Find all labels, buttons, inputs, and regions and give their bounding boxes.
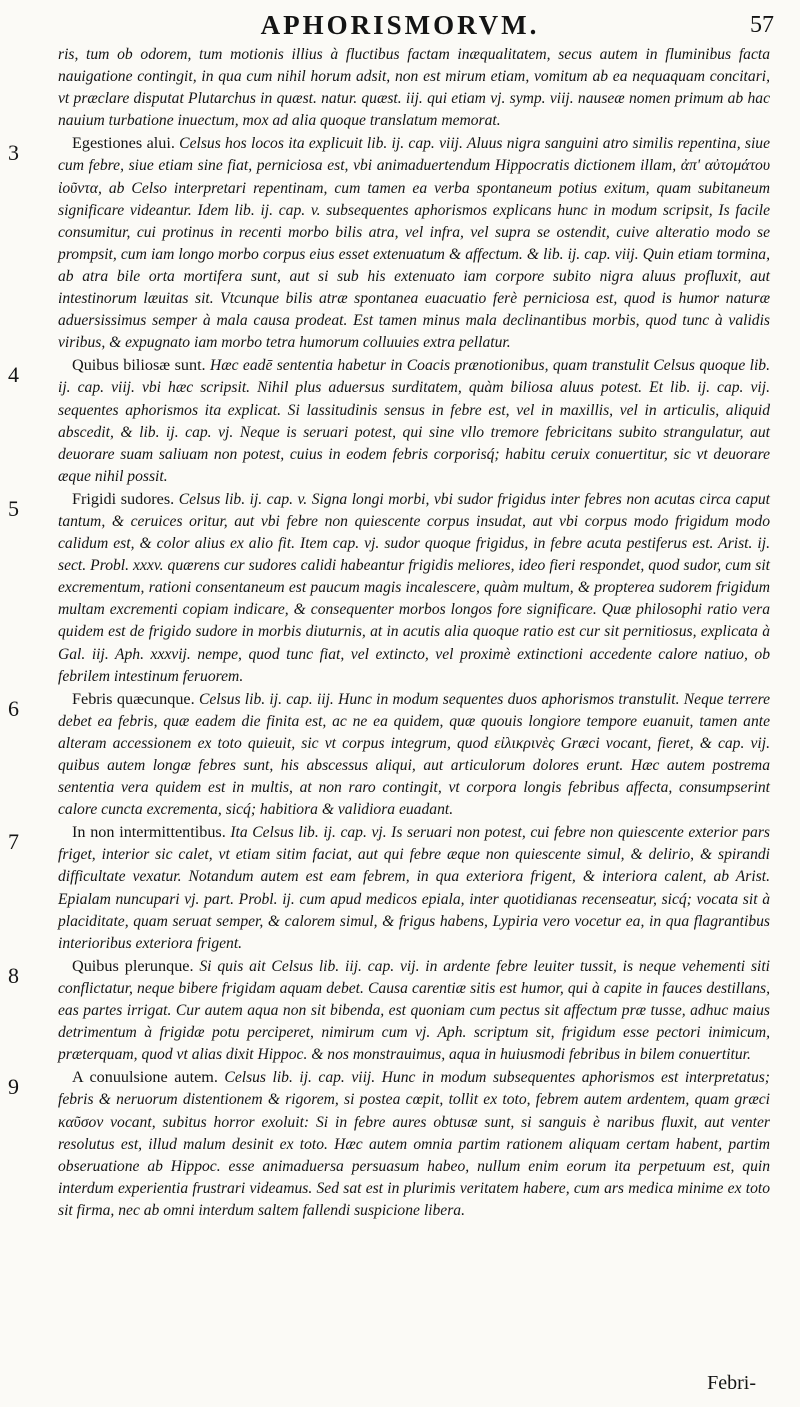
- catchword: Febri-: [707, 1372, 756, 1394]
- paragraph-number: 3: [8, 140, 19, 166]
- running-title: APHORISMORVM.: [260, 10, 540, 40]
- commentary-text: Hæc eadē sententia habetur in Coacis prænotionibus, quam transtulit Celsus quoque lib. ij. cap. viij. vbi hæc scripsit. Nihil plus aduersus surditatem, quàm biliosa aluus potest. Et lib. ij. cap. vij. sequentes aphorismos ita explicat. Si lassitudinis sensus in febre est, vel in maxillis, vel in articulis, aliquid abscedit, & lib. ij. cap. vj. Neque is seruari potest, qui sine vllo tremore febricitans subito strangulatur, aut deuorare suam saliuam non potest, cuius in eodem febris corporisq́; habitu ceruix conuertitur, sic vt deuorare æque nihil possit.: [58, 357, 770, 485]
- paragraph-number: 4: [8, 362, 19, 388]
- lemma: In non intermittentibus.: [72, 823, 226, 842]
- commentary-text: Celsus hos locos ita explicuit lib. ij. cap. viij. Aluus nigra sanguini atro similis repentina, siue cum febre, siue etiam sine fiat, perniciosa est, vbi animaduertendum Hippocratis dictionem illam, ἀπ' αὐτομάτου ἰοῦντα, ab Celso interpretari repentinam, cum tamen ea verba spontaneum potius exitum, quam subitaneum significare videantur. Idem lib. ij. cap. v. subsequentes aphorismos explicans hunc in modum scripsit, Is facile consumitur, cui protinus in recenti morbo bilis atra, vel infra, vel supra se ostendit, cuive alteratio modo se prompsit, cum iam longo morbo corpus eius esset extenuatum & affectum. & lib. ij. cap. viij. Quin etiam tormina, ab atra bile orta mortifera sunt, aut si sub his extenuato iam corpore subito nigra aluus profluxit, aut intestinorum læuitas sit. Vtcunque bilis atræ spontanea euacuatio ferè perniciosa est, quod is humor naturæ aduersissimus semper à mala causa prodeat. Est tamen minus mala declinantibus morbis, quod tunc à validis viribus, & expugnato iam morbo tetra humorum colluuies extra pellatur.: [58, 135, 770, 352]
- lemma: Quibus biliosæ sunt.: [72, 356, 206, 375]
- commentary-text: Ita Celsus lib. ij. cap. vj. Is seruari non potest, cui febre non quiescente exterior pars friget, interior sic calet, vt etiam sitim faciat, aut qui febre æque non quiescente simul, & delirio, & spirandi difficultate vexatur. Notandum autem est eam febrem, in qua exteriora frigent, & interiora calent, ab Arist. Epialam nuncupari vj. part. Probl. ij. cum apud medicos epiala, inter quotidianas recenseatur, sicq́; vocata sit à placiditate, quam seruat semper, & calorem simul, & frigus habens, Lypiria vero vocetur ea, in qua flagrantibus interioribus exteriora frigent.: [58, 824, 770, 952]
- aphorism-commentary-9: [8, 1066, 771, 1222]
- lemma: Egestiones alui.: [72, 134, 175, 153]
- commentary-text: Si quis ait Celsus lib. iij. cap. vij. in ardente febre leuiter tussit, is neque vehementi siti conflictatur, neque bibere frigidam aquam debet. Causa carentiæ sitis est humor, qui à capite in fauces destillans, eas partes irrigat. Cur autem aqua non sit bibenda, est quoniam cum pectus sit affectum præ tusse, adhuc maius detrimentum à frigidæ potu perciperet, nimirum cum vj. Aph. scriptum sit, frigidum esse pectori inimicum, præterquam, quod vt alias dixit Hippoc. & nos monstrauimus, aqua in huiusmodi febribus in bilem conuertitur.: [58, 957, 771, 1064]
- aphorism-commentary-3: [8, 132, 770, 354]
- lemma: A conuulsione autem.: [72, 1068, 218, 1087]
- aphorism-commentary-4: [8, 354, 770, 488]
- lemma: Quibus plerunque.: [72, 956, 194, 975]
- intro-paragraph: [58, 44, 770, 132]
- lemma: Frigidi sudores.: [72, 489, 175, 508]
- page-body: [8, 44, 771, 1222]
- page-number: 57: [750, 12, 774, 38]
- aphorism-commentary-6: [8, 688, 771, 822]
- paragraph-number: 9: [8, 1074, 19, 1100]
- paragraph-number: 7: [8, 829, 19, 855]
- aphorism-commentary-5: [8, 488, 771, 688]
- commentary-text: Celsus lib. ij. cap. v. Signa longi morbi, vbi sudor frigidus inter febres non acutas circa caput tantum, & ceruices oritur, aut vbi febre non quiescente corpus insudat, aut vbi corpus modo frigidum modo calidum est, & color alius ex alio fit. Item cap. vj. sudor quoque frigidus, in febre acuta pestiferus est. Arist. ij. sect. Probl. xxxv. quærens cur sudores calidi habeantur frigidis meliores, ideo fieri respondet, quod sudor, cum sit excrementum, rationi consentaneum est paucum magis incalescere, quàm multum, & propterea sudorem frigidum multam excrementi copiam indicare, & consequenter morbos longos fore significare. Quæ philosophi ratio vera quidem est de frigido sudore in morbis diuturnis, at in acutis alia quoque ratio est cur sit pernitiosus, explicata à Gal. iij. Aph. xxxvij. nempe, quod tunc fiat, vel extincto, vel proximè extinctioni accedente calore natiuo, ob febrilem intestinum feruorem.: [58, 490, 771, 685]
- paragraph-number: 5: [8, 495, 19, 521]
- lemma: Febris quæcunque.: [72, 689, 195, 708]
- aphorism-commentary-7: [8, 821, 770, 955]
- aphorism-commentary-8: [8, 955, 771, 1066]
- commentary-text: Celsus lib. ij. cap. viij. Hunc in modum subsequentes aphorismos est interpretatus; febris & neruorum distentionem & rigorem, si postea cœpit, tollit ex toto, febrem autem ardentem, quam græci καῦσον vocant, subitus horror exoluit: Si in febre aures obtusæ sunt, si sanguis è naribus fluxit, aut venter resolutus est, illud malum desinit ex toto. Hæc autem omnia partim rationem aliquam certam habent, partim obseruatione ab Hippoc. esse animaduersa persuasum habeo, nullum enim eorum ita perpetuum est, quin interdum experientia frustrari videamus. Sed sat est in plurimis veritatem habere, cum ars medica minime ex toto sit firma, nec ab omni interdum saltem fallendi suspicione libera.: [58, 1069, 771, 1219]
- paragraph-number: 6: [8, 695, 19, 721]
- paragraph-number: 8: [8, 962, 19, 988]
- intro-text: ris, tum ob odorem, tum motionis illius à fluctibus factam inæqualitatem, secus autem in fluminibus facta nauigatione contingit, in qua cum nihil horum adsit, non est mirum etiam, vomitum ab ea nequaquam concitari, vt præclare disputat Plutarchus in quæst. natur. quæst. iij. qui etiam vj. symp. viij. nauseæ nomen primum ab hac nauium turbatione inuectum, mox ad alia quoque translatum memorat.: [58, 46, 770, 130]
- commentary-text: Celsus lib. ij. cap. iij. Hunc in modum sequentes duos aphorismos transtulit. Neque terrere debet ea febris, quæ eadem die finita est, ac ne ea quidem, quæ quouis longiore tempore euanuit, tamen ante alteram accessionem ex toto quieuit, sic vt corpus integrum, quod εἰλικρινὲς Græci vocant, fieret, & cap. vij. quibus autem longæ febres sunt, his abscessus aliqui, aut articulorum dolores erunt. Hæc autem postrema sententia vera quidem est in multis, at non raro contingit, vt corpora longis febribus affecta, consumpserint calore cuncta excrementa, sicq́; habitiora & validiora euadant.: [58, 690, 771, 819]
- page-header: [0, 6, 800, 46]
